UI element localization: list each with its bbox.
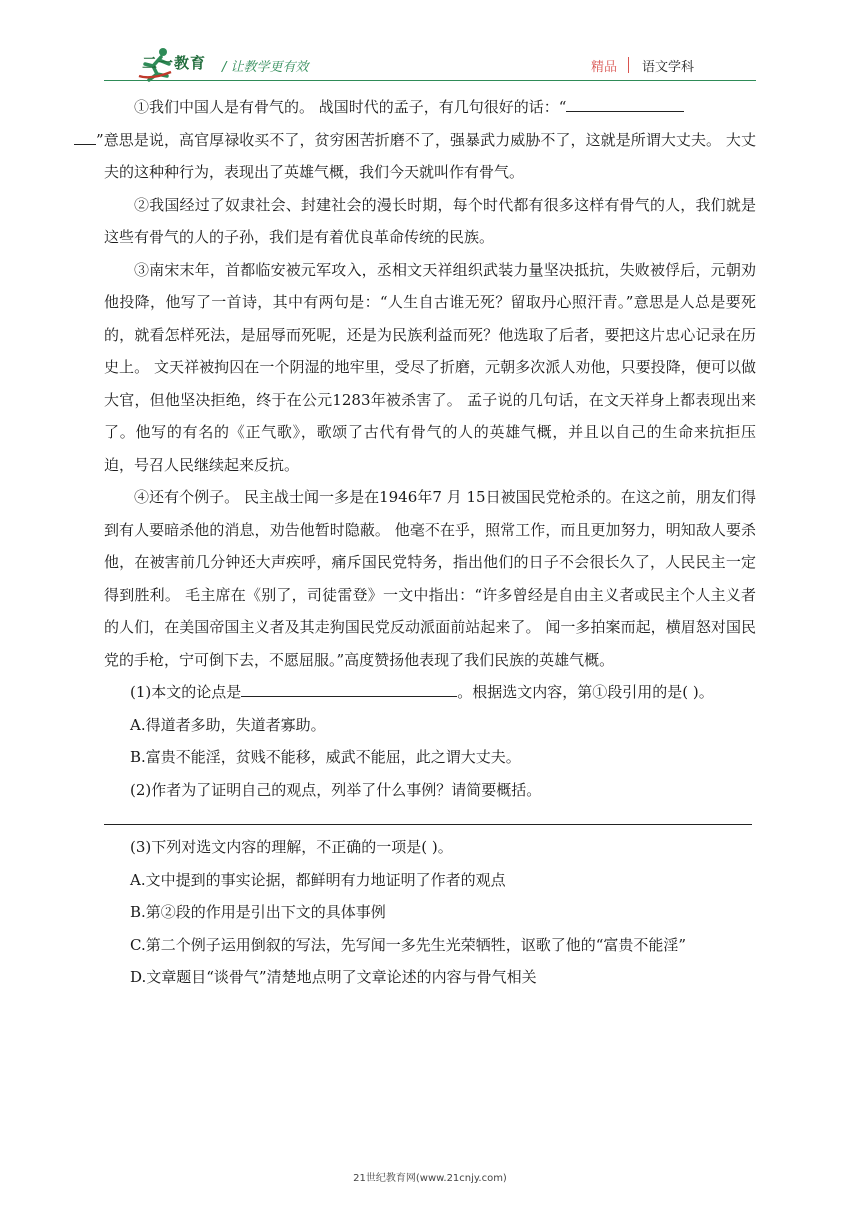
option-3d: D.文章题目“谈骨气”清楚地点明了文章论述的内容与骨气相关: [130, 968, 537, 986]
answer-line[interactable]: [104, 824, 752, 825]
subject-label: 语文学科: [642, 60, 695, 75]
option-1a: A.得道者多助，失道者寡助。: [130, 715, 326, 734]
option-1b: B.富贵不能淫，贫贱不能移，威武不能屈，此之谓大丈夫。: [130, 748, 521, 766]
paragraph-1: [96, 91, 756, 189]
paragraph-2: ②我国经过了奴隶社会、封建社会的漫长时期，每个时代都有很多这样有骨气的人，我们就是这些有骨气的人的子孙，我们是有着优良革命传统的民族。: [104, 195, 756, 246]
question-1-text-b: 。根据选文内容，第①段引用的是( )。: [457, 683, 714, 701]
header-rule: [104, 80, 756, 81]
paragraph-1-text-a: ①我们中国人是有骨气的。 战国时代的孟子，有几句很好的话：“: [134, 98, 567, 116]
question-1: [104, 676, 756, 709]
brand-label: 精品: [591, 60, 618, 75]
paragraph-4: ④还有个例子。 民主战士闻一多是在1946年7 月 15日被国民党枪杀的。在这之前，朋友们得到有人要暗杀他的消息，劝告他暂时隐蔽。 他毫不在乎，照常工作，而且更加努力，明知敌人要杀他，在被害前几分钟还大声疾呼，痛斥国民党特务，指出他们的日子不会很长久了，人民民主一定得到胜利。 毛主席在《别了，司徒雷登》一文中指出：“许多曾经是自由主义者或民主个人主义者的人们，在美国帝国主义者及其走狗国民党反动派面前站起来了。 闻一多拍案而起，横眉怒对国民党的手枪，宁可倒下去，不愿屈服。”高度赞扬他表现了我们民族的英雄气概。: [104, 488, 756, 669]
question-2: (2)作者为了证明自己的观点，列举了什么事例？请简要概括。: [130, 780, 542, 799]
question-3: (3)下列对选文内容的理解，不正确的一项是( )。: [130, 838, 453, 856]
option-3b: B.第②段的作用是引出下文的具体事例: [130, 903, 386, 921]
page-footer: 21世纪教育网(www.21cnjy.com): [353, 1173, 507, 1184]
fill-blank[interactable]: [566, 97, 684, 112]
question-1-text-a: (1)本文的论点是: [130, 683, 242, 701]
fill-blank-cont[interactable]: [74, 130, 96, 145]
header-divider: [628, 57, 629, 73]
document-body: [96, 91, 756, 994]
option-3a: A.文中提到的事实论据，都鲜明有力地证明了作者的观点: [130, 870, 506, 889]
page-header: [0, 0, 860, 80]
option-3c: C.第二个例子运用倒叙的写法，先写闻一多先生光荣牺牲，讴歌了他的“富贵不能淫”: [130, 935, 687, 954]
answer-blank[interactable]: [241, 682, 457, 697]
paragraph-1-text-b: ”意思是说，高官厚禄收买不了，贫穷困苦折磨不了，强暴武力威胁不了，这就是所谓大丈夫。 大丈夫的这种种行为，表现出了英雄气概，我们今天就叫作有骨气。: [96, 130, 756, 181]
paragraph-3: ③南宋末年，首都临安被元军攻入，丞相文天祥组织武装力量坚决抵抗，失败被俘后，元朝劝他投降，他写了一首诗，其中有两句是：“人生自古谁无死？留取丹心照汗青。”意思是人总是要死的，就看怎样死法，是屈辱而死呢，还是为民族利益而死？他选取了后者，要把这片忠心记录在历史上。 文天祥被拘囚在一个阴湿的地牢里，受尽了折磨，元朝多次派人劝他，只要投降，便可以做大官，但他坚决拒绝，终于在公元1283年被杀害了。 孟子说的几句话，在文天祥身上都表现出来了。他写的有名的《正气歌》，歌颂了古代有骨气的人的英雄气概，并且以自己的生命来抗拒压迫，号召人民继续起来反抗。: [104, 260, 756, 474]
logo-text: 二一教育: [142, 54, 207, 72]
slogan: / 让教学更有效: [222, 60, 309, 75]
